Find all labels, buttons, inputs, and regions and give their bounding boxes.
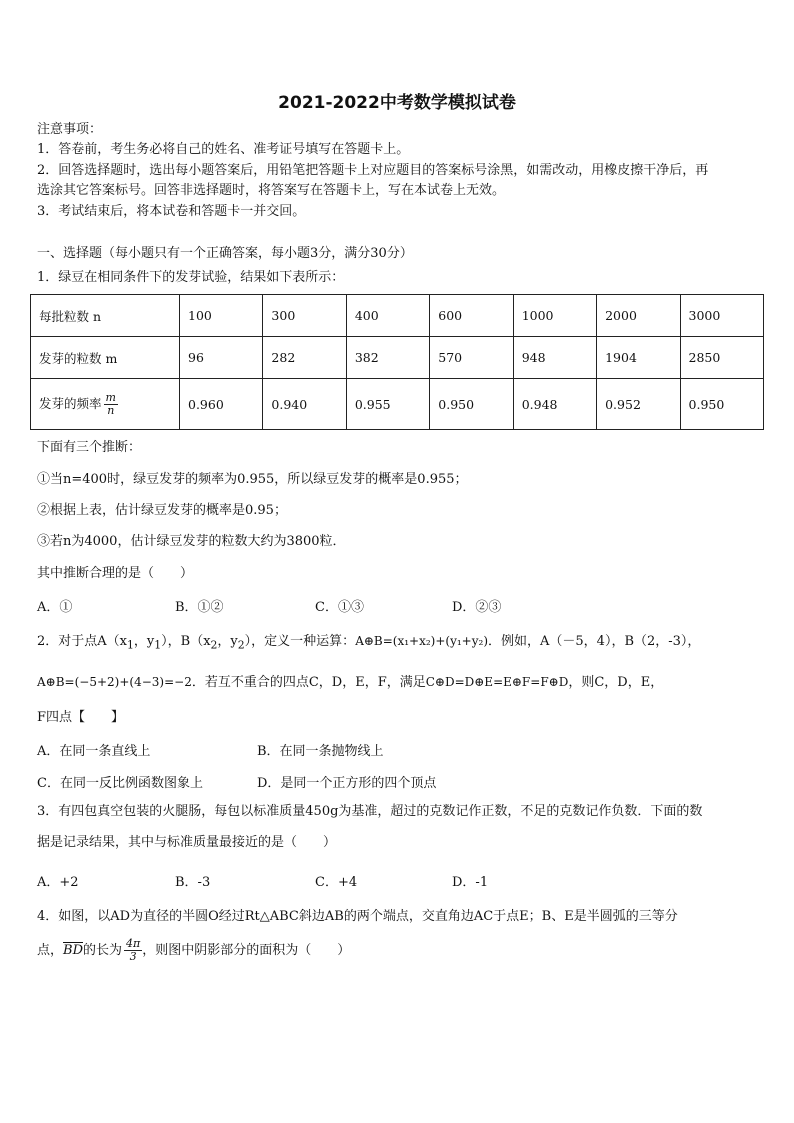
arc-bd: $\overline{BD}$ — [63, 943, 83, 958]
table-cell: 382 — [346, 337, 429, 379]
q1-option-a[interactable]: A．① — [37, 600, 73, 615]
frequency-label: 发芽的频率 — [39, 395, 102, 411]
q2-text: ．若互不重合的四点C，D，E，F，满足 — [191, 675, 426, 690]
q2-option-b[interactable]: B．在同一条抛物线上 — [257, 744, 384, 759]
table-cell: 96 — [180, 337, 263, 379]
q1-intro: 下面有三个推断： — [37, 440, 142, 455]
q2-text: ，y — [217, 634, 238, 649]
fraction-m-over-n — [104, 392, 118, 417]
table-cell: 0.952 — [597, 379, 680, 430]
q1-inference-2: ②根据上表，估计绿豆发芽的概率是0.95； — [37, 503, 287, 518]
q2-text: ），B（x — [161, 634, 211, 649]
q2-text: ．例如，A（－5，4），B（2，-3）， — [488, 634, 701, 649]
fraction-denominator: n — [107, 403, 115, 417]
q1-option-c[interactable]: C．①③ — [315, 600, 364, 615]
q2-line-1 — [37, 632, 700, 655]
q3-line-2: 据是记录结果，其中与标准质量最接近的是（ ） — [37, 835, 337, 850]
q1-option-b[interactable]: B．①② — [175, 600, 224, 615]
q2-text: ），定义一种运算： — [244, 634, 356, 649]
q2-option-d[interactable]: D．是同一个正方形的四个顶点 — [257, 776, 437, 791]
q3-option-b[interactable]: B．-3 — [175, 875, 211, 890]
notice-heading: 注意事项： — [37, 122, 103, 137]
fraction-4pi-over-3 — [124, 938, 142, 963]
table-cell: 2850 — [680, 337, 763, 379]
q2-option-c[interactable]: C．在同一反比例函数图象上 — [37, 776, 203, 791]
q4-text: 点， — [37, 943, 64, 958]
q4-text: ，则图中阴影部分的面积为（ ） — [142, 943, 351, 958]
section-heading: 一、选择题（每小题只有一个正确答案，每小题3分，满分30分） — [37, 246, 413, 261]
q1-question: 其中推断合理的是（ ） — [37, 566, 194, 581]
table-cell: 1000 — [513, 295, 596, 337]
notice-item-3: 3．考试结束后，将本试卷和答题卡一并交回。 — [37, 204, 306, 219]
q3-option-c[interactable]: C．+4 — [315, 875, 358, 890]
table-cell: 0.948 — [513, 379, 596, 430]
table-cell: 100 — [180, 295, 263, 337]
table-row — [31, 295, 764, 337]
fraction-numerator: 4π — [126, 937, 141, 950]
q3-line-1: 3．有四包真空包装的火腿肠，每包以标准质量450g为基准，超过的克数记作正数，不足的克数记作负数．下面的数 — [37, 804, 703, 819]
germination-table — [30, 294, 764, 430]
q4-line-2 — [37, 938, 350, 963]
fraction-denominator: 3 — [129, 950, 137, 963]
q2-line-2 — [37, 673, 663, 692]
table-header-cell: 每批粒数 n — [31, 295, 180, 337]
table-cell: 948 — [513, 337, 596, 379]
q1-stem: 1．绿豆在相同条件下的发芽试验，结果如下表所示： — [37, 270, 345, 285]
table-cell: 2000 — [597, 295, 680, 337]
q1-option-d[interactable]: D．②③ — [452, 600, 502, 615]
page-title: 2021-2022中考数学模拟试卷 — [278, 93, 516, 113]
subscript: 2 — [210, 638, 218, 652]
q2-text: ，y — [133, 634, 155, 649]
q4-line-1: 4．如图，以AD为直径的半圆O经过Rt△ABC斜边AB的两个端点，交直角边AC于点E；B、E是半圆弧的三等分 — [37, 909, 678, 924]
subscript: 2 — [237, 638, 245, 652]
q2-formula-definition: A⊕B=(x₁+x₂)+(y₁+y₂) — [355, 634, 489, 648]
q2-formula-condition: C⊕D=D⊕E=E⊕F=F⊕D — [425, 675, 569, 689]
table-cell: 570 — [430, 337, 513, 379]
table-cell: 400 — [346, 295, 429, 337]
notice-item-1: 1．答卷前，考生务必将自己的姓名、准考证号填写在答题卡上。 — [37, 142, 410, 157]
table-cell: 0.950 — [680, 379, 763, 430]
table-cell: 0.960 — [180, 379, 263, 430]
table-cell: 600 — [430, 295, 513, 337]
table-cell: 300 — [263, 295, 346, 337]
table-header-cell — [31, 379, 180, 430]
notice-item-2-cont: 选涂其它答案标号。回答非选择题时，将答案写在答题卡上，写在本试卷上无效。 — [37, 183, 506, 198]
q1-inference-3: ③若n为4000，估计绿豆发芽的粒数大约为3800粒． — [37, 534, 346, 549]
q2-line-3: F四点【 】 — [37, 710, 125, 725]
q3-option-a[interactable]: A．+2 — [37, 875, 79, 890]
table-cell: 1904 — [597, 337, 680, 379]
q4-text: 的长为 — [83, 943, 123, 958]
q1-inference-1: ①当n=400时，绿豆发芽的频率为0.955，所以绿豆发芽的概率是0.955； — [37, 472, 468, 487]
q3-option-d[interactable]: D．-1 — [452, 875, 489, 890]
notice-item-2: 2．回答选择题时，选出每小题答案后，用铅笔把答题卡上对应题目的答案标号涂黑，如需改动，用橡皮擦干净后，再 — [37, 163, 709, 178]
table-cell: 3000 — [680, 295, 763, 337]
subscript: 1 — [127, 638, 134, 652]
subscript: 1 — [154, 638, 162, 652]
q2-option-a[interactable]: A．在同一条直线上 — [37, 744, 151, 759]
fraction-numerator: m — [105, 390, 116, 404]
table-cell: 0.940 — [263, 379, 346, 430]
q2-text: ，则C，D，E， — [568, 675, 664, 690]
table-header-cell: 发芽的粒数 m — [31, 337, 180, 379]
table-cell: 0.950 — [430, 379, 513, 430]
q2-formula-example: A⊕B=(−5+2)+(4−3)=−2 — [37, 675, 192, 689]
table-cell: 0.955 — [346, 379, 429, 430]
q2-text: 2．对于点A（x — [37, 634, 127, 649]
table-row — [31, 337, 764, 379]
table-cell: 282 — [263, 337, 346, 379]
table-row — [31, 379, 764, 430]
